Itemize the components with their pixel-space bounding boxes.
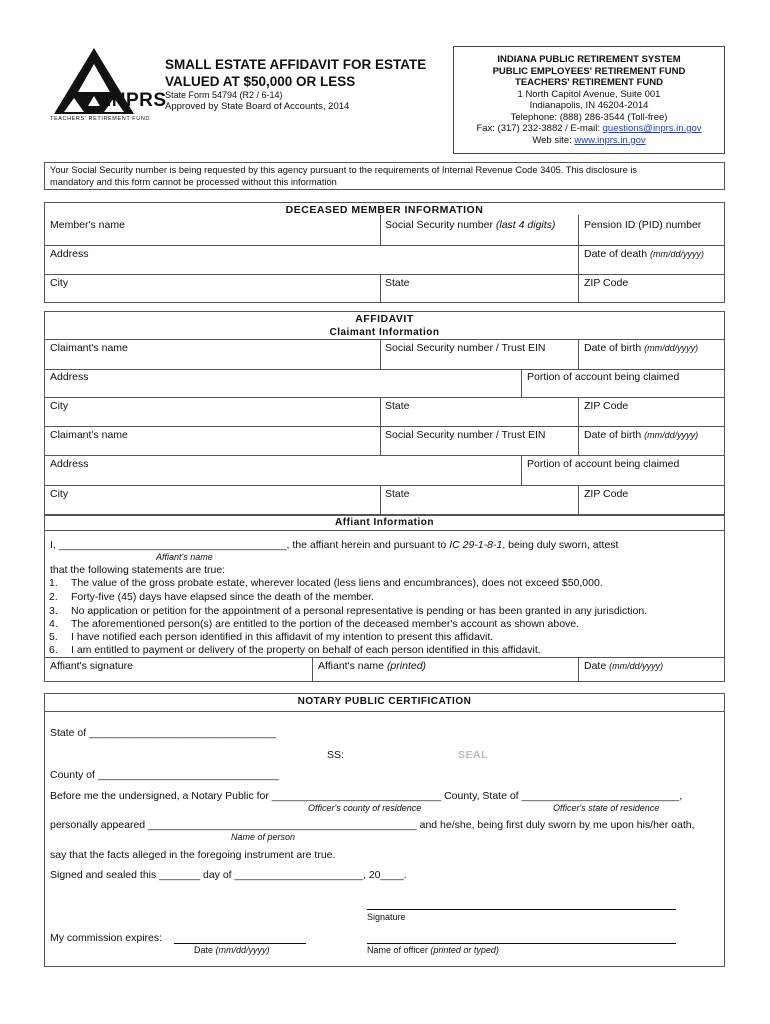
agency-telephone: Telephone: (888) 286-3544 (Toll-free) <box>510 111 668 123</box>
claimant2-ssn-field[interactable]: Social Security number / Trust EIN <box>385 429 546 441</box>
deceased-heading: DECEASED MEMBER INFORMATION <box>285 204 484 216</box>
commission-date-line[interactable] <box>174 943 306 944</box>
form-title-line2: VALUED AT $50,000 OR LESS <box>165 74 356 89</box>
name-of-person-caption: Name of person <box>231 832 296 842</box>
pid-field[interactable]: Pension ID (PID) number <box>584 219 702 231</box>
affiant-printed-hint: (printed) <box>386 660 427 672</box>
claimant1-name-field[interactable]: Claimant's name <box>50 342 128 354</box>
statement-item: 6. I am entitled to payment or delivery of the property on behalf of each person identified in this affidavit. <box>49 644 541 656</box>
ssn-notice-line1: Your Social Security number is being requested by this agency pursuant to the requirements of Internal Revenue Code 3405. This disclosure is <box>50 165 638 175</box>
notary-state-line <box>50 727 276 739</box>
agency-line2: PUBLIC EMPLOYEES' RETIREMENT FUND <box>492 65 686 77</box>
members-name-field[interactable]: Member's name <box>50 219 125 231</box>
commission-expires-label: My commission expires: <box>50 932 163 944</box>
affidavit-heading: AFFIDAVIT <box>355 313 414 325</box>
date-of-death-hint: (mm/dd/yyyy) <box>649 249 704 259</box>
deceased-ssn-label: Social Security number <box>385 219 496 231</box>
officer-state-caption: Officer's state of residence <box>553 803 660 813</box>
claimant1-portion-field[interactable]: Portion of account being claimed <box>527 371 680 383</box>
claimant-info-heading: Claimant Information <box>329 327 440 338</box>
claimant2-portion-field[interactable]: Portion of account being claimed <box>527 458 680 470</box>
affiant-intro <box>50 539 618 551</box>
notary-year-prefix: , 20 <box>363 869 381 881</box>
agency-line3: TEACHERS' RETIREMENT FUND <box>515 77 663 88</box>
deceased-state-field[interactable]: State <box>385 277 410 289</box>
claimant2-name-field[interactable]: Claimant's name <box>50 429 128 441</box>
affiant-intro-text: , the affiant herein and pursuant to <box>286 539 450 551</box>
notary-say-that: say that the facts alleged in the foregoing instrument are true. <box>50 849 336 861</box>
notary-state-residence-blank[interactable]: ___________________________ <box>521 790 680 802</box>
affiant-printed-name-field[interactable] <box>318 660 426 672</box>
date-of-death-field[interactable] <box>584 248 704 260</box>
agency-website-link[interactable]: www.inprs.in.gov <box>574 134 646 146</box>
notary-signed-text: Signed and sealed this <box>50 869 160 881</box>
notary-before-text: Before me the undersigned, a Notary Public for <box>50 790 272 802</box>
deceased-city-field[interactable]: City <box>50 277 69 289</box>
statement-item: 4. The aforementioned person(s) are entitled to the portion of the deceased member's account as shown above. <box>49 618 580 630</box>
affiant-date-hint: (mm/dd/yyyy) <box>609 661 664 671</box>
affiant-date-label: Date <box>584 660 610 672</box>
claimant1-state-field[interactable]: State <box>385 400 410 412</box>
notary-seal: SEAL <box>458 749 489 761</box>
commission-date-hint: (mm/dd/yyyy) <box>215 945 270 955</box>
claimant1-address-field[interactable]: Address <box>50 371 89 383</box>
notary-year-blank[interactable]: ____ <box>380 869 404 881</box>
triangle-logo-icon <box>48 46 160 126</box>
statement-item: 1. The value of the gross probate estate, wherever located (less liens and encumbrances), does not exceed $50,000. <box>49 577 603 589</box>
notary-comma: , <box>679 790 683 802</box>
notary-period: . <box>403 869 407 881</box>
statement-item: 3. No application or petition for the appointment of a personal representative is pending or has been granted in any jurisdiction. <box>49 605 648 617</box>
affiant-name-caption: Affiant's name <box>156 552 213 562</box>
claimant2-dob-label: Date of birth <box>584 429 645 441</box>
affiant-signature-field[interactable]: Affiant's signature <box>50 660 133 672</box>
affiant-date-field[interactable] <box>584 660 663 672</box>
affiant-heading: Affiant Information <box>335 517 434 528</box>
deceased-ssn-hint: (last 4 digits) <box>495 219 556 231</box>
notary-sworn-text: and he/she, being first duly sworn by me upon his/her oath, <box>416 819 695 831</box>
agency-address1: 1 North Capitol Avenue, Suite 001 <box>517 88 661 100</box>
notary-appeared-text: personally appeared <box>50 819 149 831</box>
agency-email-link[interactable]: questions@inprs.in.gov <box>602 123 702 134</box>
affiant-intro-prefix: I, <box>50 539 59 551</box>
notary-county-residence-blank[interactable]: _____________________________ <box>271 790 442 802</box>
notary-state-blank[interactable]: ________________________________ <box>89 727 276 739</box>
date-of-death-label: Date of death <box>584 248 650 260</box>
agency-line1: INDIANA PUBLIC RETIREMENT SYSTEM <box>497 54 681 65</box>
officer-name-line[interactable] <box>367 943 676 944</box>
affiant-intro-end: , being duly sworn, attest <box>502 539 619 551</box>
logo-subtext: TEACHERS' RETIREMENT FUND <box>50 116 150 122</box>
claimant2-dob-field[interactable] <box>584 429 698 441</box>
claimant1-dob-hint: (mm/dd/yyyy) <box>644 343 699 353</box>
inprs-logo <box>48 46 167 126</box>
form-title-line1: SMALL ESTATE AFFIDAVIT FOR ESTATE <box>165 57 427 72</box>
affiant-code-ref: IC 29-1-8-1 <box>449 539 503 551</box>
commission-date-label: Date <box>194 945 216 955</box>
notary-county-state-text: County, State of <box>441 790 522 802</box>
officer-name-hint: (printed or typed) <box>430 945 499 955</box>
ssn-notice-line2: mandatory and this form cannot be processed without this information <box>50 177 337 187</box>
notary-county-blank[interactable]: _______________________________ <box>97 769 279 781</box>
affiant-printed-label: Affiant's name <box>318 660 387 672</box>
notary-day-blank[interactable]: _______ <box>159 869 201 881</box>
deceased-zip-field[interactable]: ZIP Code <box>584 277 629 289</box>
notary-before-line <box>50 790 682 802</box>
signature-caption: Signature <box>367 912 406 922</box>
notary-day-of-text: day of <box>200 869 235 881</box>
notary-ss: SS: <box>327 749 344 761</box>
statements-intro: that the following statements are true: <box>50 564 226 576</box>
notary-heading: NOTARY PUBLIC CERTIFICATION <box>297 696 472 707</box>
claimant2-city-field[interactable]: City <box>50 488 69 500</box>
claimant1-city-field[interactable]: City <box>50 400 69 412</box>
officer-name-label: Name of officer <box>367 945 431 955</box>
claimant2-zip-field[interactable]: ZIP Code <box>584 488 629 500</box>
notary-state-label: State of <box>50 727 90 739</box>
agency-fax: Fax: (317) 232-3882 / E-mail: <box>476 123 603 134</box>
claimant1-dob-label: Date of birth <box>584 342 645 354</box>
officer-county-caption: Officer's county of residence <box>308 803 422 813</box>
claimant1-dob-field[interactable] <box>584 342 698 354</box>
affiant-name-blank[interactable]: _______________________________________ <box>58 539 287 551</box>
notary-county-line <box>50 769 279 781</box>
notary-person-blank[interactable]: ______________________________________________ <box>148 819 417 831</box>
approved-by: Approved by State Board of Accounts, 2014 <box>165 101 350 112</box>
commission-date-caption <box>194 945 270 955</box>
claimant2-state-field[interactable]: State <box>385 488 410 500</box>
statement-item: 5. I have notified each person identified in this affidavit of my intention to present this affidavit. <box>49 631 494 643</box>
officer-name-caption <box>367 945 499 955</box>
state-form-number: State Form 54794 (R2 / 6-14) <box>165 90 283 100</box>
notary-signed-line <box>50 869 407 881</box>
agency-address2: Indianapolis, IN 46204-2014 <box>529 100 649 111</box>
claimant2-address-field[interactable]: Address <box>50 458 89 470</box>
claimant1-zip-field[interactable]: ZIP Code <box>584 400 629 412</box>
agency-web-label: Web site: <box>532 134 575 146</box>
claimant1-ssn-field[interactable]: Social Security number / Trust EIN <box>385 342 546 354</box>
notary-county-label: County of <box>50 769 98 781</box>
claimant2-dob-hint: (mm/dd/yyyy) <box>644 430 699 440</box>
notary-appeared-line <box>50 819 695 831</box>
notary-signature-line[interactable] <box>367 909 676 910</box>
notary-month-blank[interactable]: ______________________ <box>234 869 363 881</box>
deceased-ssn-field[interactable] <box>385 219 555 231</box>
statement-item: 2. Forty-five (45) days have elapsed since the death of the member. <box>49 591 374 603</box>
logo-text: INPRS <box>106 90 167 111</box>
deceased-address-field[interactable]: Address <box>50 248 89 260</box>
